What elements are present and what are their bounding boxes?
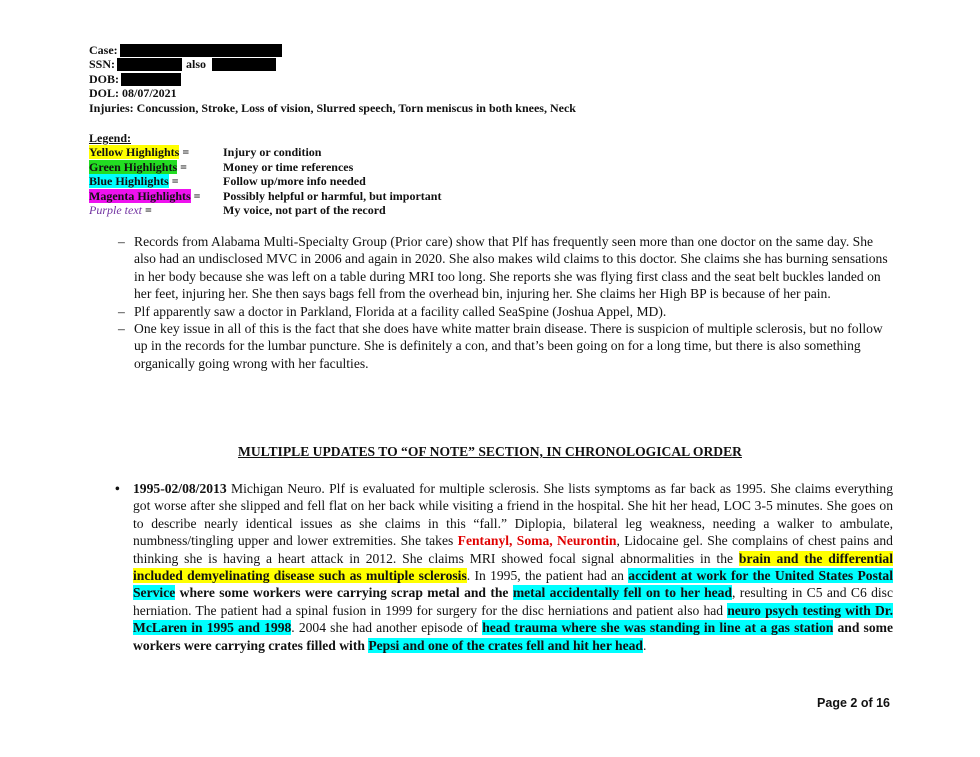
update-item [115,480,893,654]
legend-equals: = [179,145,190,160]
legend-equals: = [190,188,201,203]
update-text: , Lidocaine gel. She complains of chest pains and thinking she is having a heart attack in 2012. She claims MRI showed focal signal abnormalities in the [133,533,893,566]
ssn-row [89,57,576,71]
ssn-also: also [186,57,207,72]
case-header [89,43,576,115]
legend-desc-yellow: Injury or condition [223,145,322,160]
dob-row [89,72,576,86]
note-text: One key issue in all of this is the fact that she does have white matter brain disease. There is suspicion of multiple sclerosis, but no follow up in the records for the lumbar puncture. She is definitely a con, and that’s been going on for a long time, but there is also something organically going wrong with her faculties. [134,321,883,371]
updates-list [115,480,893,654]
ssn-label: SSN: [89,57,116,72]
notes-list [118,233,893,372]
dash-bullet: – [118,321,125,337]
legend-desc-blue: Follow up/more info needed [223,174,366,189]
highlight-followup: neuro psych testing with Dr. McLaren in 1995 and 1998 [133,602,893,636]
legend-equals: = [168,174,179,189]
legend-desc-green: Money or time references [223,159,354,174]
bullet-dot: • [115,481,120,496]
note-item [118,233,893,303]
legend-key-blue: Blue Highlights [89,174,169,189]
page-number: Page 2 of 16 [817,696,890,710]
redaction-bar [121,73,181,86]
note-item [118,303,893,320]
dash-bullet: – [118,303,125,319]
legend [89,131,441,217]
case-label: Case: [89,43,118,57]
legend-desc-magenta: Possibly helpful or harmful, but important [223,188,442,203]
redaction-bar [212,58,276,71]
highlight-followup: accident at work for the United States Postal Service [133,568,893,601]
redaction-bar [117,58,182,71]
update-text: . [642,637,647,653]
section-title-text: MULTIPLE UPDATES TO “OF NOTE” SECTION, IN CHRONOLOGICAL ORDER [238,444,742,459]
update-text: . 2004 she had another episode of [291,620,483,636]
note-text: Records from Alabama Multi-Specialty Group (Prior care) show that Plf has frequently seen more than one doctor on the same day. She also had an undisclosed MVC in 2006 and again in 2020. She also makes wild claims to this doctor. She claims she has burning sensations in her body because she was left on a table during MRI too long. She reports she was flying first class and the seat belt buckles landed on her feet, injuring her. She then says bags fell from the overhead bin, injuring her. She claims her High BP is because of her pain. [134,234,888,302]
legend-key-green: Green Highlights [89,159,178,174]
dol-row: DOL: 08/07/2021 [89,86,177,101]
medication-list: Fentanyl, Soma, Neurontin [457,533,617,549]
redaction-bar [120,44,282,57]
highlight-followup: metal accidentally fell on to her head [512,585,733,601]
legend-key-purple: Purple text [89,203,142,218]
bold-text: where some workers were carrying scrap metal and the [175,585,513,601]
legend-title: Legend: [89,131,131,145]
legend-key-magenta: Magenta Highlights [89,188,191,203]
highlight-followup: head trauma where she was standing in line at a gas station [482,620,834,636]
injuries-row: Injuries: Concussion, Stroke, Loss of vision, Slurred speech, Torn meniscus in both knees, Neck [89,100,576,115]
highlight-injury: brain and the differential included demyelinating disease such as multiple sclerosis [133,550,893,584]
legend-desc-purple: My voice, not part of the record [223,203,386,218]
dash-bullet: – [118,234,125,249]
legend-row-yellow [89,145,441,159]
case-row [89,43,576,57]
note-text: Plf apparently saw a doctor in Parkland, Florida at a facility called SeaSpine (Joshua Appel, MD). [134,303,667,319]
update-text: . In 1995, the patient had an [466,568,629,584]
update-text: , resulting in C5 and C6 disc herniation. The patient had a spinal fusion in 1999 for surgery for the disc herniations and patient also had [133,585,893,618]
note-item [118,320,893,372]
section-title [0,444,980,460]
legend-key-yellow: Yellow Highlights [89,145,180,160]
legend-equals: = [141,203,152,218]
legend-row-green [89,160,441,174]
highlight-followup: Pepsi and one of the crates fell and hit her head [368,637,643,653]
legend-row-purple [89,203,441,217]
legend-row-magenta [89,189,441,203]
legend-row-blue [89,174,441,188]
bold-text: and some workers were carrying crates filled with [133,620,893,653]
update-date: 1995-02/08/2013 [133,481,227,496]
legend-equals: = [177,159,187,174]
update-text: Michigan Neuro. Plf is evaluated for multiple sclerosis. She lists symptoms as far back as 1995. She claims everything got worse after she slipped and fell flat on her back while visiting a friend in the hospital. She hit her head, LOC 3-5 minutes. She goes on to describe nearly identical issues as she claims in this “fall.” Diplopia, bilateral leg weakness, needing a walker to ambulate, numbness/tingling upper and lower extremities. She takes [133,481,893,549]
dob-label: DOB: [89,71,119,86]
